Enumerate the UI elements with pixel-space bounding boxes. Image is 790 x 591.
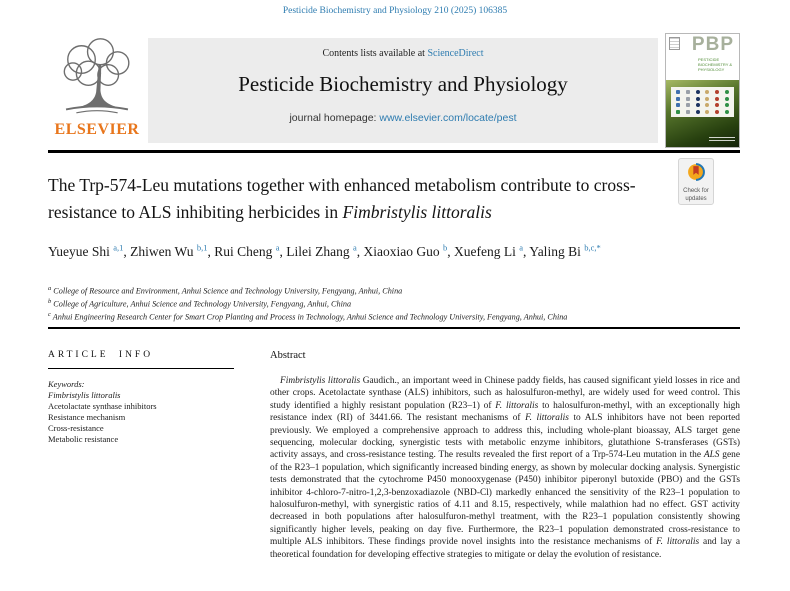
article-title: The Trp-574-Leu mutations together with enhanced metabolism contribute to cross-resistance to ALS inhibiting herbicides in Fimbristylis littoralis xyxy=(48,175,636,222)
contents-text: Contents lists available at xyxy=(322,48,428,59)
keywords-label: Keywords: xyxy=(48,379,85,389)
check-updates-icon xyxy=(686,162,706,182)
journal-homepage-link[interactable]: www.elsevier.com/locate/pest xyxy=(379,112,517,124)
keyword-item: Resistance mechanism xyxy=(48,412,126,422)
homepage-text: journal homepage: xyxy=(289,112,380,124)
contents-line xyxy=(148,38,658,59)
homepage-line xyxy=(148,112,658,124)
cover-fineprint xyxy=(709,135,735,141)
keyword-item: Acetolactate synthase inhibitors xyxy=(48,401,157,411)
affiliation-line: $^a$ College of Resource and Environment, Anhui Science and Technology University, Fengyang, Anhui, China xyxy=(48,285,403,296)
author-list xyxy=(48,238,668,261)
author: Xiaoxiao Guo $^b$, xyxy=(363,242,455,259)
article-info-heading: ARTICLE INFO xyxy=(48,350,154,360)
sciencedirect-link[interactable]: ScienceDirect xyxy=(427,48,484,59)
cover-stamp-icon xyxy=(669,37,680,50)
author: Yueyue Shi $^{a,1}$, xyxy=(48,242,131,259)
article-info-section xyxy=(48,350,254,445)
affiliation-line: $^c$ Anhui Engineering Research Center for Smart Crop Planting and Process in Technology, Anhui Science and Technology University, Fengyang, Anhui, China xyxy=(48,311,568,323)
cover-figure-grid xyxy=(671,87,734,117)
journal-citation: Pesticide Biochemistry and Physiology 210 (2025) 106385 xyxy=(282,6,508,16)
author: Zhiwen Wu $^{b,1}$, xyxy=(130,242,215,259)
journal-title: Pesticide Biochemistry and Physiology xyxy=(238,72,568,96)
cover-subtitle: PESTICIDE BIOCHEMISTRY & PHYSIOLOGY xyxy=(698,57,733,72)
journal-cover-thumbnail[interactable] xyxy=(665,33,740,148)
affiliation-list xyxy=(48,284,740,324)
elsevier-tree-icon xyxy=(54,37,140,119)
elsevier-logo[interactable] xyxy=(48,37,146,145)
section-divider xyxy=(48,327,740,329)
author: Yaling Bi $^{b,c,*}$ xyxy=(529,242,601,259)
header-divider xyxy=(48,150,740,153)
author: Xuefeng Li $^a$, xyxy=(454,242,530,259)
abstract-heading: Abstract xyxy=(270,350,306,361)
article-info-rule xyxy=(48,368,234,369)
cover-photo xyxy=(666,80,739,147)
keyword-item: Metabolic resistance xyxy=(48,434,119,444)
cover-pbp-logo: PBP xyxy=(691,34,734,55)
affiliation-line: $^b$ College of Agriculture, Anhui Science and Technology University, Fengyang, Anhui, China xyxy=(48,298,352,309)
journal-banner xyxy=(148,38,658,143)
keywords-list xyxy=(48,390,254,445)
author: Lilei Zhang $^a$, xyxy=(286,242,364,259)
keyword-item: Cross-resistance xyxy=(48,423,104,433)
keyword-item: Fimbristylis littoralis xyxy=(48,390,121,400)
abstract-text: Fimbristylis littoralis Gaudich., an important weed in Chinese paddy fields, has caused significant yield losses in rice and other crops. Acetolactate synthase (ALS) inhibitors, such as halosulfuron-methyl, are widely used for weed control. This study identified a highly resistant population (R23–1) of F. littoralis to halosulfuron-methyl, with an exceptionally high resistance index (RI) of 3441.66. The resistant mechanisms of F. littoralis to ALS inhibitors have not been reported previously. We employed a comprehensive approach to address this, including whole-plant bioassay, ALS target gene sequencing, molecular docking, synergistic tests with metabolic enzyme inhibitors, glutathione S-transferases (GSTs) activity assays, and cross-resistance testing. The results revealed the first report of a Trp-574-Leu mutation in the ALS gene of the R23–1 population, which significantly increased binding energy, as shown by molecular docking analysis. Synergistic tests demonstrated that the cytochrome P450 monooxygenase (P450) inhibitor piperonyl butoxide (PBO) and the GSTs inhibitor 4-chloro-7-nitro-1,2,3-benzoxadiazole (NBD-Cl) markedly enhanced the sensitivity of the R23–1 population to halosulfuron-methyl, with synergistic ratios of 4.11 and 8.15, respectively, while malathion had no effect. GST activity decreased in both populations after halosulfuron-methyl treatment, with the R23–1 population consistently showing significantly higher levels, peaking on day five. Furthermore, the R23–1 population demonstrated cross-resistance to multiple ALS inhibitors. These findings provide novel insights into the resistance mechanisms of F. littoralis and lay a theoretical foundation for developing effective strategies to mitigate or delay the evolution of resistance. xyxy=(270,376,740,560)
check-updates-label: Check for updates xyxy=(683,188,709,203)
author: Rui Cheng $^a$, xyxy=(214,242,287,259)
elsevier-wordmark: ELSEVIER xyxy=(54,121,140,138)
abstract-section xyxy=(270,350,740,561)
check-updates-badge[interactable] xyxy=(678,158,714,205)
